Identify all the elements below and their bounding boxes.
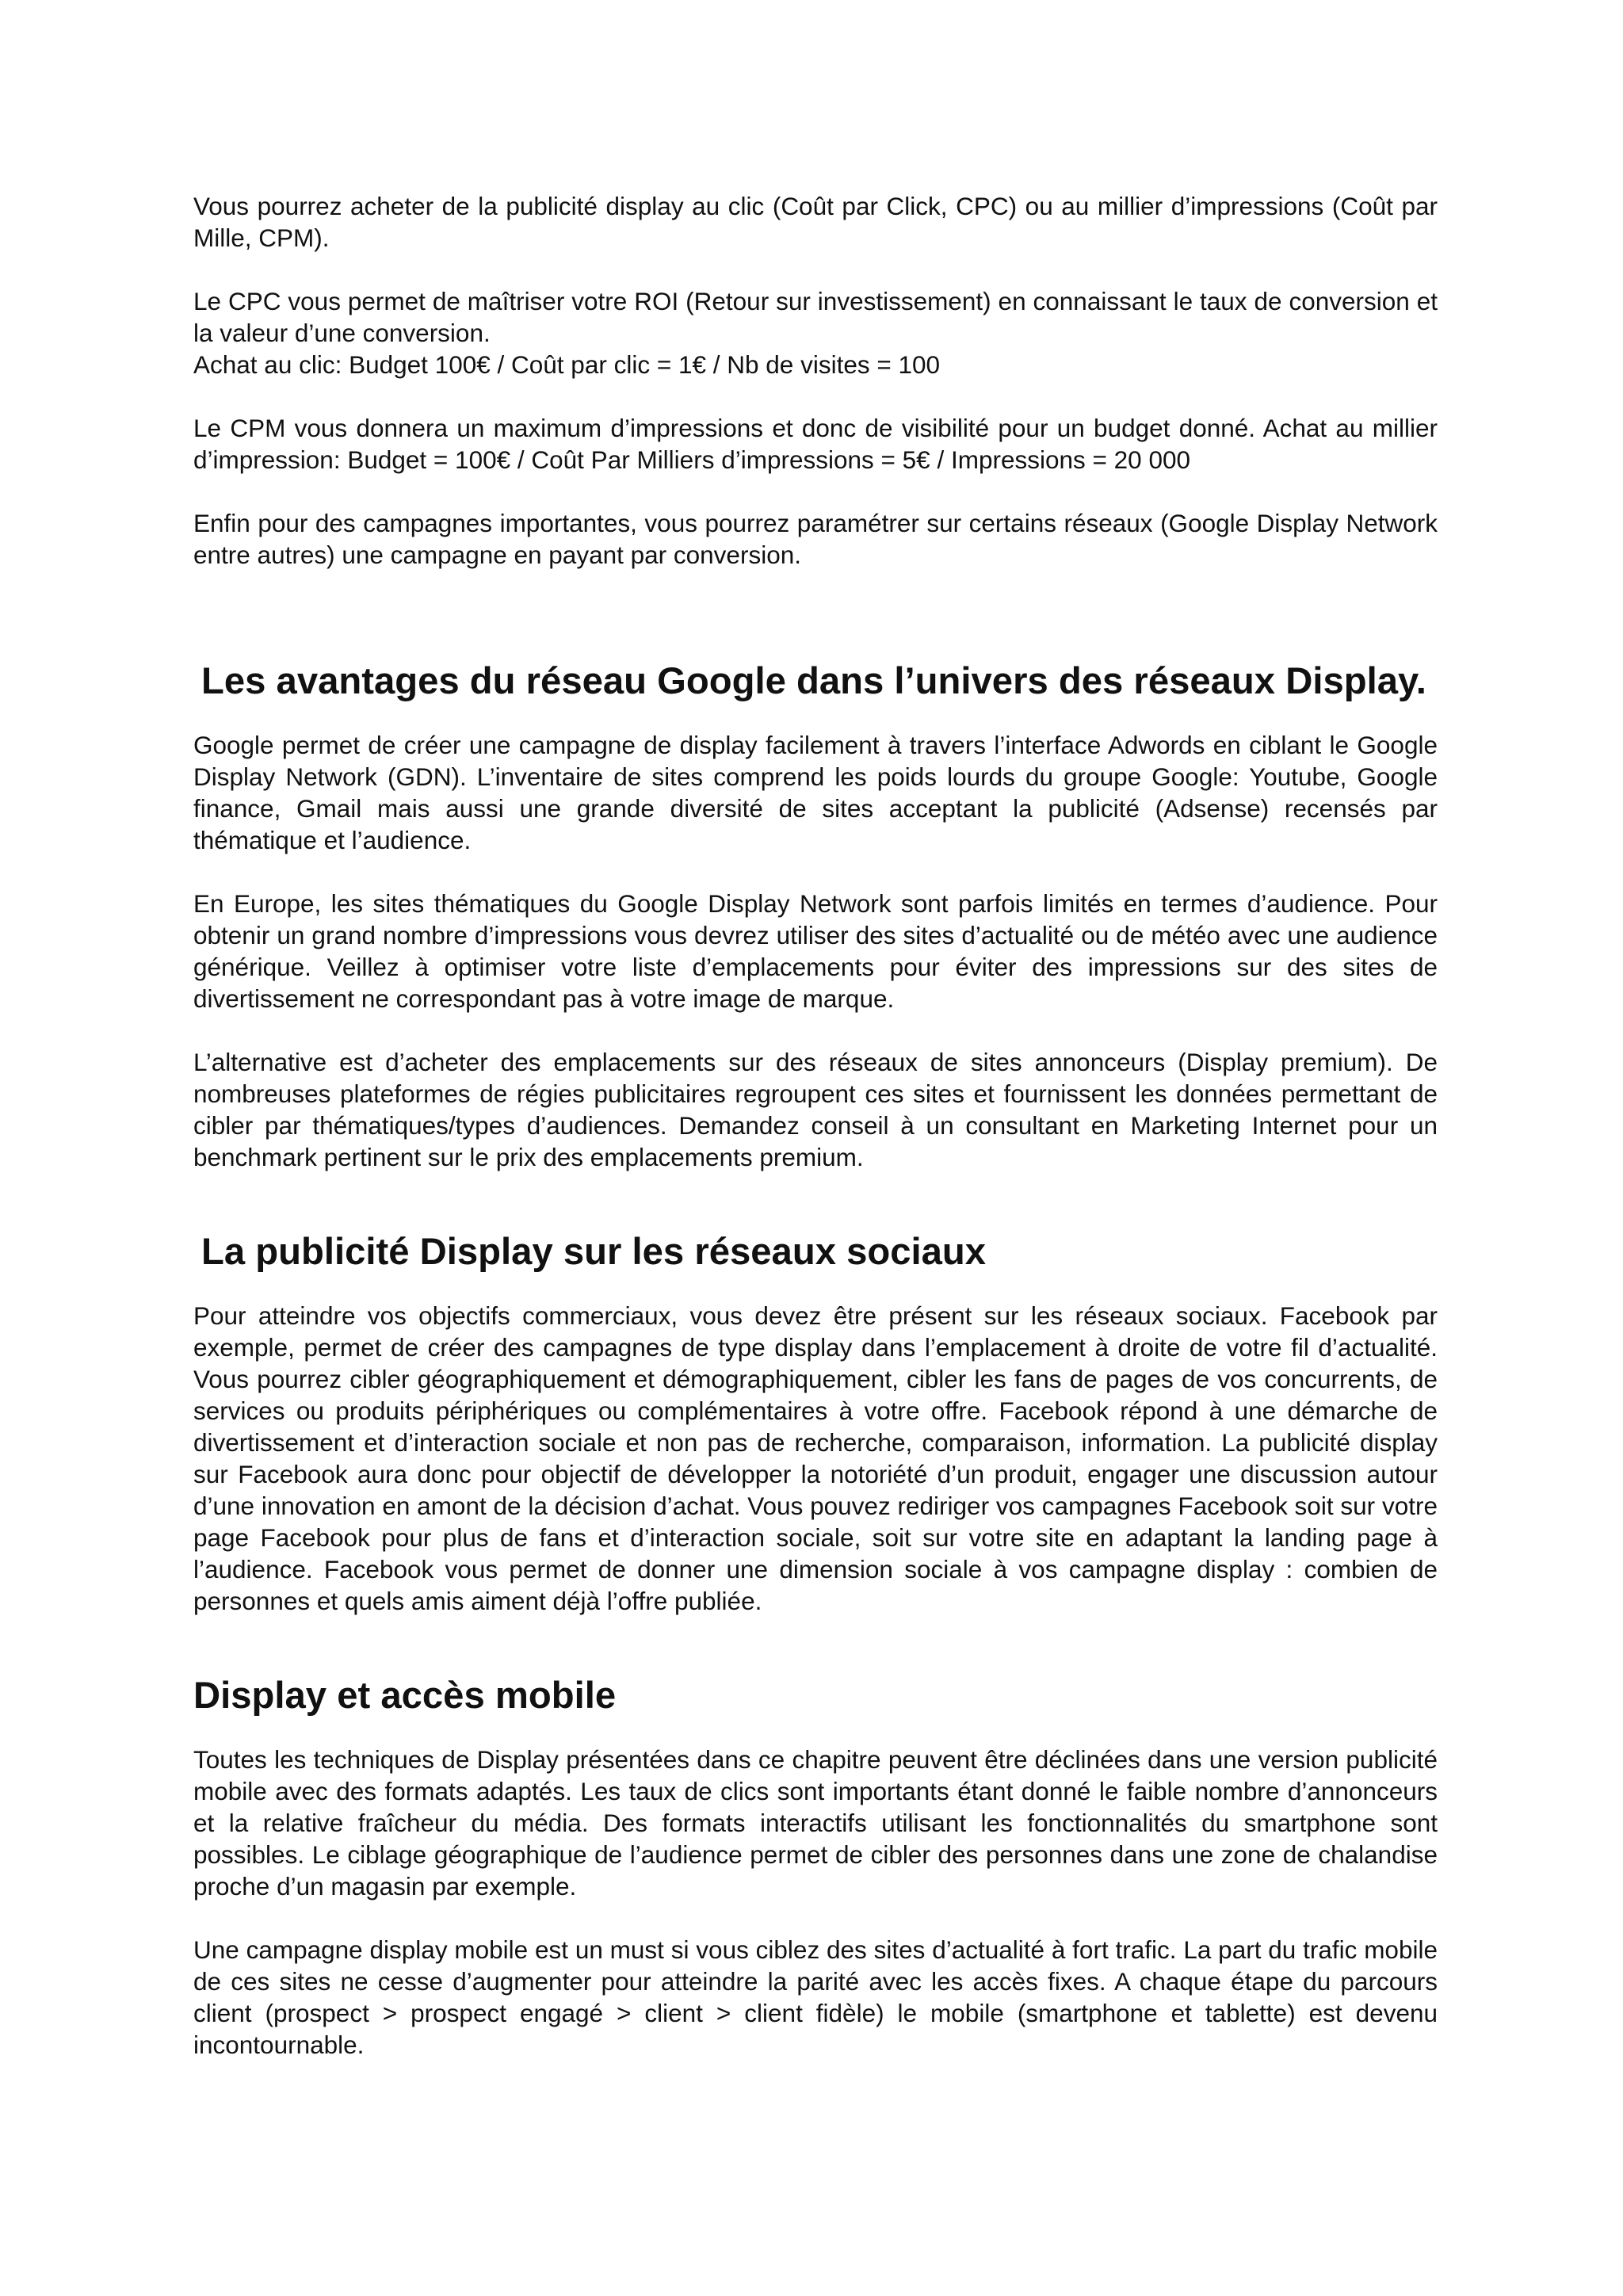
heading-social-networks: La publicité Display sur les réseaux sociaux	[201, 1231, 987, 1273]
spacer	[193, 1902, 1438, 1934]
paragraph-conversion-payment: Enfin pour des campagnes importantes, vous pourrez paramétrer sur certains réseaux (Google Display Network entre autres) une campagne en payant par conversion.	[193, 509, 1438, 569]
paragraph-gdn-europe: En Europe, les sites thématiques du Google Display Network sont parfois limités en termes d’audience. Pour obtenir un grand nombre d’impressions vous devrez utiliser des sites d’actualité ou de météo avec une audience générique. Veillez à optimiser votre liste d’emplacements pour éviter des impressions sur des sites de divertissement ne correspondant pas à votre image de marque.	[193, 889, 1438, 1013]
paragraph-mobile-techniques: Toutes les techniques de Display présentées dans ce chapitre peuvent être déclinées dans une version publicité mobile avec des formats adaptés. Les taux de clics sont importants étant donné le faible nombre d’annonceurs et la relative fraîcheur du média. Des formats interactifs utilisant les fonctionnalités du smartphone sont possibles. Le ciblage géographique de l’audience permet de cibler des personnes dans une zone de chalandise proche d’un magasin par exemple.	[193, 1745, 1438, 1901]
heading-mobile-display: Display et accès mobile	[193, 1675, 617, 1717]
paragraph-cpc-roi: Le CPC vous permet de maîtriser votre ROI (Retour sur investissement) en connaissant le taux de conversion et la valeur d’une conversion.	[193, 287, 1438, 347]
spacer	[193, 571, 1438, 666]
paragraph-display-premium: L’alternative est d’acheter des emplacements sur des réseaux de sites annonceurs (Display premium). De nombreuses plateformes de régies publicitaires regroupent ces sites et fournissent les données permettant de cibler par thématiques/types d’audiences. Demandez conseil à un consultant en Marketing Internet pour un benchmark pertinent sur le prix des emplacements premium.	[193, 1048, 1438, 1171]
spacer	[193, 856, 1438, 888]
spacer	[193, 1268, 1438, 1300]
paragraph-facebook-display: Pour atteindre vos objectifs commerciaux, vous devez être présent sur les réseaux sociaux. Facebook par exemple, permet de créer des campagnes de type display dans l’emplacement à droite de votre fil d’actualité. Vous pourrez cibler géographiquement et démographiquement, cibler les fans de pages de vos concurrents, de services ou produits périphériques ou complémentaires à votre offre. Facebook répond à une démarche de divertissement et d’interaction sociale et non pas de recherche, comparaison, information. La publicité display sur Facebook aura donc pour objectif de développer la notoriété d’un produit, engager une discussion autour d’une innovation en amont de la décision d’achat. Vous pouvez rediriger vos campagnes Facebook soit sur votre page Facebook pour plus de fans et d’interaction sociale, soit sur votre site en adaptant la landing page à l’audience. Facebook vous permet de donner une dimension sociale à vos campagne display : combien de personnes et quels amis aiment déjà l’offre publiée.	[193, 1301, 1438, 1615]
spacer	[193, 1712, 1438, 1744]
spacer	[193, 1617, 1438, 1680]
spacer	[193, 380, 1438, 412]
paragraph-cpm-example: Le CPM vous donnera un maximum d’impressions et donc de visibilité pour un budget donné. Achat au millier d’impression: Budget = 100€ / Coût Par Milliers d’impressions = 5€ / Impressions = 20 000	[193, 414, 1438, 474]
paragraph-cpc-example: Achat au clic: Budget 100€ / Coût par clic = 1€ / Nb de visites = 100	[193, 350, 941, 379]
paragraph-mobile-must: Une campagne display mobile est un must si vous ciblez des sites d’actualité à fort trafic. La part du trafic mobile de ces sites ne cesse d’augmenter pour atteindre la parité avec les accès fixes. A chaque étape du parcours client (prospect > prospect engagé > client > client fidèle) le mobile (smartphone et tablette) est devenu incontournable.	[193, 1935, 1438, 2059]
spacer	[193, 254, 1438, 285]
paragraph-gdn-intro: Google permet de créer une campagne de display facilement à travers l’interface Adwords en ciblant le Google Display Network (GDN). L’inventaire de sites comprend les poids lourds du groupe Google: Youtube, Google finance, Gmail mais aussi une grande diversité de sites acceptant la publicité (Adsense) recensés par thématique et l’audience.	[193, 731, 1438, 854]
paragraph-cpc-cpm-intro: Vous pourrez acheter de la publicité display au clic (Coût par Click, CPC) ou au millier d’impressions (Coût par Mille, CPM).	[193, 192, 1438, 252]
spacer	[193, 1173, 1438, 1236]
spacer	[193, 1014, 1438, 1046]
spacer	[193, 476, 1438, 507]
spacer	[193, 697, 1438, 729]
heading-google-network: Les avantages du réseau Google dans l’univers des réseaux Display.	[201, 660, 1426, 702]
document-page	[193, 190, 1438, 2061]
